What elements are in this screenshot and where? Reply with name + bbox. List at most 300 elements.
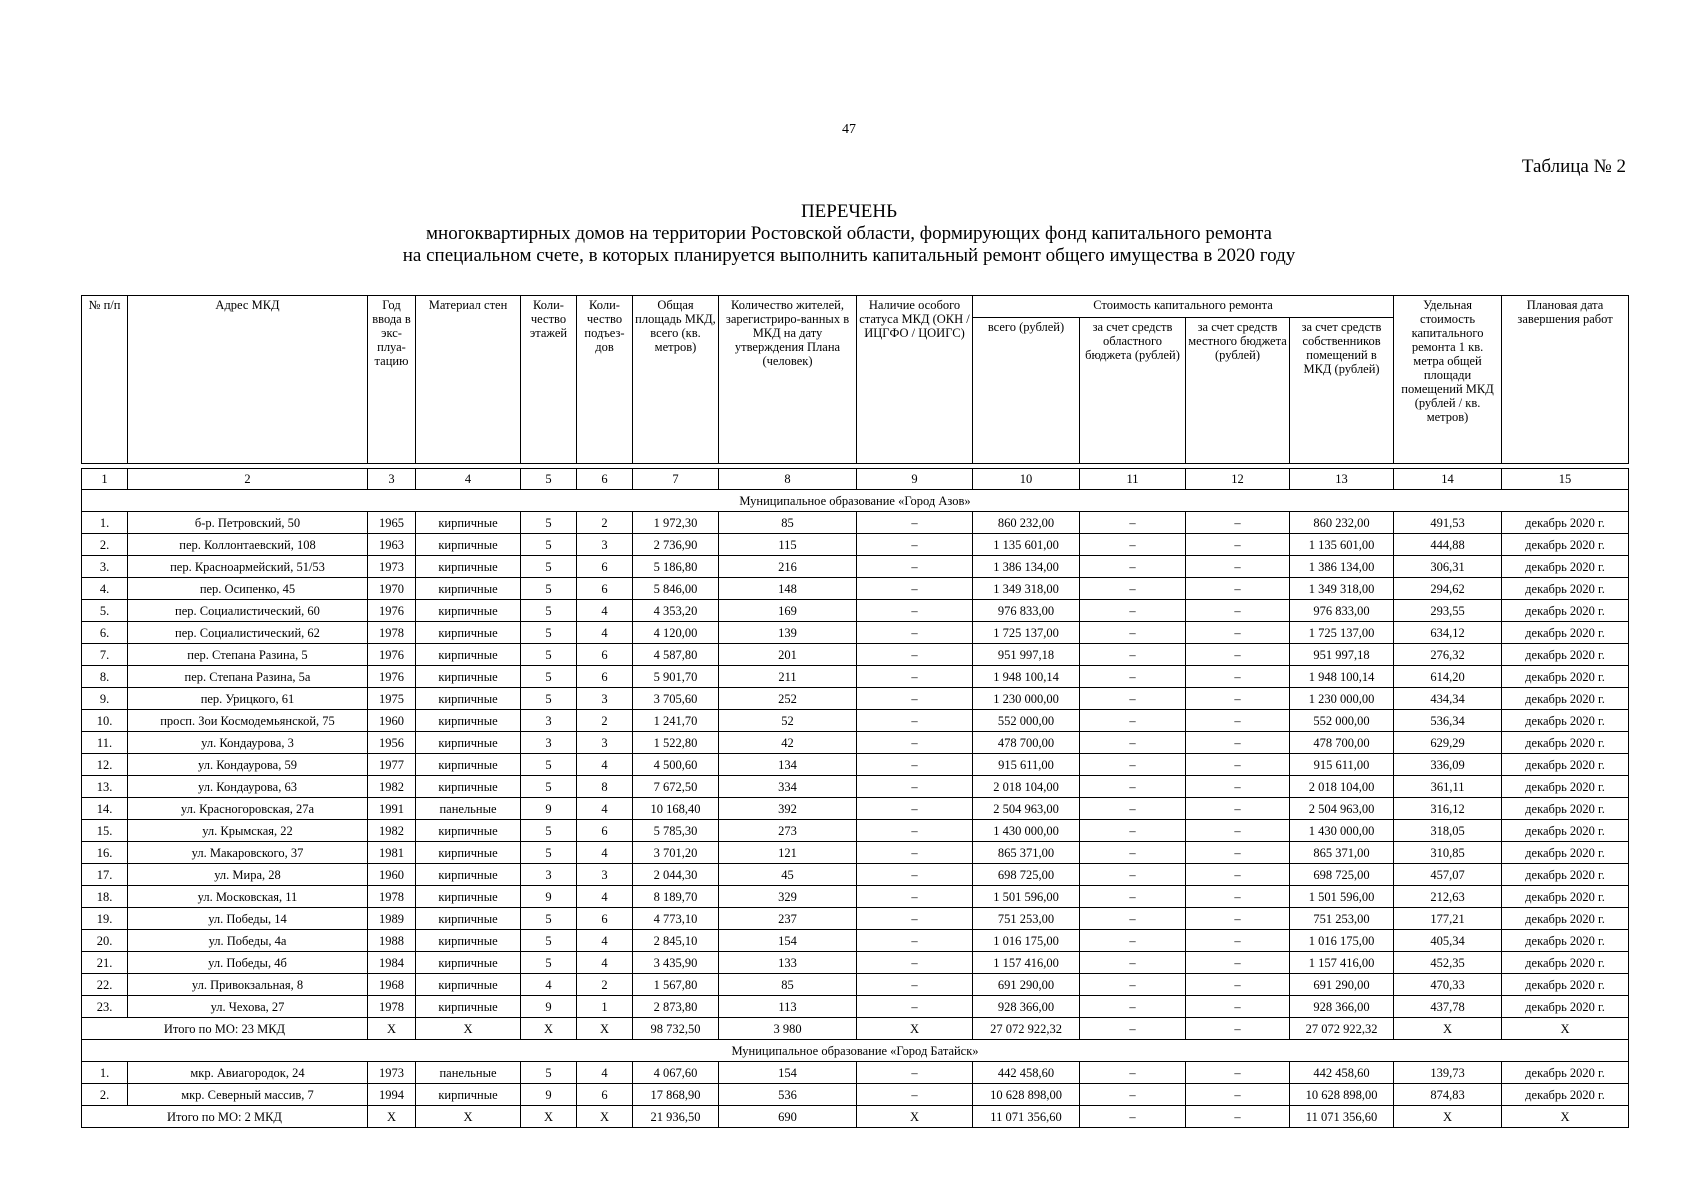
header-entrances: Коли-чество подъез-дов xyxy=(577,296,633,464)
table-cell: 552 000,00 xyxy=(1290,710,1394,732)
table-cell: 1 135 601,00 xyxy=(973,534,1080,556)
table-cell: – xyxy=(857,952,973,974)
table-cell: пер. Осипенко, 45 xyxy=(128,578,368,600)
table-cell: 20. xyxy=(82,930,128,952)
table-cell: 865 371,00 xyxy=(1290,842,1394,864)
table-cell: 3 xyxy=(577,864,633,886)
table-cell: 2 873,80 xyxy=(633,996,719,1018)
table-cell: 4 xyxy=(577,952,633,974)
table-cell: 5 901,70 xyxy=(633,666,719,688)
table-cell: 1 230 000,00 xyxy=(1290,688,1394,710)
table-cell: 1991 xyxy=(368,798,416,820)
table-cell: – xyxy=(1186,1084,1290,1106)
table-cell: кирпичные xyxy=(416,930,521,952)
table-row xyxy=(82,952,1629,974)
title-line-2: многоквартирных домов на территории Ростовской области, формирующих фонд капитального ремонта xyxy=(426,223,1272,244)
table-cell: – xyxy=(857,688,973,710)
table-cell: 16. xyxy=(82,842,128,864)
table-cell: 4 067,60 xyxy=(633,1062,719,1084)
total-cell: X xyxy=(857,1106,973,1128)
table-cell: 9 xyxy=(521,886,577,908)
table-cell: кирпичные xyxy=(416,688,521,710)
header-area: Общая площадь МКД, всего (кв. метров) xyxy=(633,296,719,464)
table-cell: – xyxy=(857,996,973,1018)
table-cell: – xyxy=(1080,908,1186,930)
table-cell: 860 232,00 xyxy=(1290,512,1394,534)
table-cell: кирпичные xyxy=(416,1084,521,1106)
table-cell: пер. Степана Разина, 5а xyxy=(128,666,368,688)
table-cell: 45 xyxy=(719,864,857,886)
column-number: 14 xyxy=(1394,469,1502,490)
table-cell: – xyxy=(1186,622,1290,644)
header-date: Плановая дата завершения работ xyxy=(1502,296,1629,464)
table-row xyxy=(82,930,1629,952)
table-cell: пер. Красноармейский, 51/53 xyxy=(128,556,368,578)
table-cell: 5 xyxy=(521,512,577,534)
table-cell: мкр. Северный массив, 7 xyxy=(128,1084,368,1106)
table-cell: 536 xyxy=(719,1084,857,1106)
table-row xyxy=(82,886,1629,908)
table-cell: 9 xyxy=(521,1084,577,1106)
table-cell: пер. Социалистический, 60 xyxy=(128,600,368,622)
table-cell: – xyxy=(857,754,973,776)
table-cell: 1 386 134,00 xyxy=(1290,556,1394,578)
table-cell: 23. xyxy=(82,996,128,1018)
table-cell: 478 700,00 xyxy=(973,732,1080,754)
table-cell: 5 xyxy=(521,556,577,578)
table-cell: 177,21 xyxy=(1394,908,1502,930)
total-cell: X xyxy=(1394,1018,1502,1040)
table-cell: 8. xyxy=(82,666,128,688)
table-cell: пер. Социалистический, 62 xyxy=(128,622,368,644)
table-cell: – xyxy=(1080,710,1186,732)
table-cell: 751 253,00 xyxy=(973,908,1080,930)
table-row xyxy=(82,732,1629,754)
table-cell: 928 366,00 xyxy=(973,996,1080,1018)
table-cell: 10. xyxy=(82,710,128,732)
table-cell: – xyxy=(1186,1062,1290,1084)
table-cell: 139 xyxy=(719,622,857,644)
table-cell: 13. xyxy=(82,776,128,798)
table-cell: – xyxy=(857,556,973,578)
column-number: 1 xyxy=(82,469,128,490)
table-cell: 444,88 xyxy=(1394,534,1502,556)
total-cell: X xyxy=(857,1018,973,1040)
total-cell: X xyxy=(416,1106,521,1128)
column-number: 10 xyxy=(973,469,1080,490)
total-cell: X xyxy=(416,1018,521,1040)
table-cell: – xyxy=(857,600,973,622)
table-cell: просп. Зои Космодемьянской, 75 xyxy=(128,710,368,732)
table-cell: 5 846,00 xyxy=(633,578,719,600)
table-cell: 1 522,80 xyxy=(633,732,719,754)
table-cell: – xyxy=(857,578,973,600)
table-cell: 4. xyxy=(82,578,128,600)
table-cell: 2 736,90 xyxy=(633,534,719,556)
column-number: 2 xyxy=(128,469,368,490)
table-cell: 491,53 xyxy=(1394,512,1502,534)
table-cell: – xyxy=(857,886,973,908)
table-cell: ул. Чехова, 27 xyxy=(128,996,368,1018)
table-cell: 3. xyxy=(82,556,128,578)
header-unit-cost: Удельная стоимость капитального ремонта 1 кв. метра общей площади помещений МКД (рублей / кв. метров) xyxy=(1394,296,1502,464)
table-cell: 6. xyxy=(82,622,128,644)
table-cell: 306,31 xyxy=(1394,556,1502,578)
table-row xyxy=(82,820,1629,842)
table-cell: декабрь 2020 г. xyxy=(1502,798,1629,820)
table-cell: 5 186,80 xyxy=(633,556,719,578)
column-number: 6 xyxy=(577,469,633,490)
table-cell: 4 500,60 xyxy=(633,754,719,776)
table-cell: – xyxy=(1080,556,1186,578)
table-cell: 17. xyxy=(82,864,128,886)
total-cell: 3 980 xyxy=(719,1018,857,1040)
table-cell: панельные xyxy=(416,1062,521,1084)
table-cell: – xyxy=(1186,842,1290,864)
table-cell: 3 705,60 xyxy=(633,688,719,710)
table-cell: – xyxy=(1080,666,1186,688)
table-cell: кирпичные xyxy=(416,776,521,798)
table-cell: 10 628 898,00 xyxy=(1290,1084,1394,1106)
table-cell: 405,34 xyxy=(1394,930,1502,952)
table-row xyxy=(82,776,1629,798)
table-cell: 1 157 416,00 xyxy=(1290,952,1394,974)
title-line-3: на специальном счете, в которых планируется выполнить капитальный ремонт общего имущества в 2020 году xyxy=(402,245,1296,266)
table-cell: декабрь 2020 г. xyxy=(1502,732,1629,754)
table-cell: 1976 xyxy=(368,644,416,666)
header-cost-local: за счет средств местного бюджета (рублей) xyxy=(1186,318,1290,464)
table-cell: – xyxy=(857,974,973,996)
table-cell: 252 xyxy=(719,688,857,710)
table-cell: – xyxy=(1080,578,1186,600)
table-cell: 2. xyxy=(82,1084,128,1106)
table-cell: 5 xyxy=(521,754,577,776)
table-cell: 5 xyxy=(521,1062,577,1084)
table-cell: – xyxy=(1080,974,1186,996)
total-cell: X xyxy=(1502,1018,1629,1040)
table-cell: – xyxy=(1186,798,1290,820)
table-cell: – xyxy=(857,710,973,732)
total-row xyxy=(82,1106,1629,1128)
table-cell: декабрь 2020 г. xyxy=(1502,1084,1629,1106)
table-cell: 310,85 xyxy=(1394,842,1502,864)
table-cell: кирпичные xyxy=(416,578,521,600)
total-row xyxy=(82,1018,1629,1040)
table-cell: 115 xyxy=(719,534,857,556)
table-cell: 5 xyxy=(521,820,577,842)
table-cell: кирпичные xyxy=(416,754,521,776)
table-cell: 1 016 175,00 xyxy=(973,930,1080,952)
table-cell: 316,12 xyxy=(1394,798,1502,820)
header-status: Наличие особого статуса МКД (ОКН / ИЦГФО / ЦОИГС) xyxy=(857,296,973,464)
table-cell: – xyxy=(857,644,973,666)
table-cell: – xyxy=(1186,666,1290,688)
table-cell: – xyxy=(1080,1084,1186,1106)
table-row xyxy=(82,710,1629,732)
table-row xyxy=(82,512,1629,534)
table-cell: 1978 xyxy=(368,996,416,1018)
table-cell: – xyxy=(1186,534,1290,556)
table-cell: 85 xyxy=(719,512,857,534)
table-cell: 273 xyxy=(719,820,857,842)
table-cell: – xyxy=(857,908,973,930)
table-row xyxy=(82,666,1629,688)
table-cell: – xyxy=(1080,842,1186,864)
table-cell: 4 xyxy=(577,622,633,644)
table-cell: 1 948 100,14 xyxy=(973,666,1080,688)
table-cell: 629,29 xyxy=(1394,732,1502,754)
table-cell: 1976 xyxy=(368,600,416,622)
table-row xyxy=(82,842,1629,864)
table-cell: 1994 xyxy=(368,1084,416,1106)
table-cell: 4 773,10 xyxy=(633,908,719,930)
table-cell: кирпичные xyxy=(416,952,521,974)
table-row xyxy=(82,974,1629,996)
table-cell: 452,35 xyxy=(1394,952,1502,974)
table-cell: 1 016 175,00 xyxy=(1290,930,1394,952)
table-cell: кирпичные xyxy=(416,974,521,996)
table-cell: – xyxy=(1080,864,1186,886)
table-label: Таблица № 2 xyxy=(1521,156,1626,177)
table-cell: – xyxy=(1186,820,1290,842)
table-cell: кирпичные xyxy=(416,996,521,1018)
table-row xyxy=(82,600,1629,622)
header-residents: Количество жителей, зарегистриро-ванных в МКД на дату утверждения Плана (человек) xyxy=(719,296,857,464)
table-row xyxy=(82,908,1629,930)
table-cell: – xyxy=(1186,512,1290,534)
table-cell: 4 587,80 xyxy=(633,644,719,666)
table-cell: 8 189,70 xyxy=(633,886,719,908)
table-cell: 6 xyxy=(577,578,633,600)
total-cell: X xyxy=(521,1018,577,1040)
table-cell: – xyxy=(1080,644,1186,666)
table-cell: 361,11 xyxy=(1394,776,1502,798)
table-cell: – xyxy=(1080,688,1186,710)
table-cell: ул. Красногоровская, 27а xyxy=(128,798,368,820)
table-cell: 318,05 xyxy=(1394,820,1502,842)
table-cell: 6 xyxy=(577,1084,633,1106)
table-cell: 1 501 596,00 xyxy=(1290,886,1394,908)
table-cell: 3 xyxy=(577,732,633,754)
table-cell: кирпичные xyxy=(416,666,521,688)
table-cell: декабрь 2020 г. xyxy=(1502,556,1629,578)
table-cell: 133 xyxy=(719,952,857,974)
table-cell: – xyxy=(857,820,973,842)
table-cell: – xyxy=(1186,688,1290,710)
table-cell: кирпичные xyxy=(416,512,521,534)
table-cell: 4 xyxy=(577,886,633,908)
table-cell: 11. xyxy=(82,732,128,754)
table-cell: 874,83 xyxy=(1394,1084,1502,1106)
table-cell: кирпичные xyxy=(416,600,521,622)
table-cell: 4 xyxy=(577,754,633,776)
table-cell: декабрь 2020 г. xyxy=(1502,754,1629,776)
table-cell: 3 xyxy=(577,534,633,556)
table-cell: – xyxy=(1080,886,1186,908)
table-cell: 614,20 xyxy=(1394,666,1502,688)
table-cell: – xyxy=(857,930,973,952)
table-cell: – xyxy=(1186,952,1290,974)
table-cell: 1970 xyxy=(368,578,416,600)
table-cell: ул. Привокзальная, 8 xyxy=(128,974,368,996)
table-cell: – xyxy=(1186,996,1290,1018)
table-cell: кирпичные xyxy=(416,710,521,732)
municipality-name: Муниципальное образование «Город Батайск» xyxy=(82,1040,1629,1062)
table-cell: 4 xyxy=(577,930,633,952)
table-cell: декабрь 2020 г. xyxy=(1502,930,1629,952)
table-cell: декабрь 2020 г. xyxy=(1502,578,1629,600)
table-cell: – xyxy=(1186,930,1290,952)
table-cell: – xyxy=(1080,820,1186,842)
table-cell: кирпичные xyxy=(416,556,521,578)
table-cell: кирпичные xyxy=(416,644,521,666)
table-cell: декабрь 2020 г. xyxy=(1502,842,1629,864)
table-cell: – xyxy=(1186,578,1290,600)
total-cell: X xyxy=(521,1106,577,1128)
table-cell: 2 845,10 xyxy=(633,930,719,952)
table-cell: ул. Московская, 11 xyxy=(128,886,368,908)
table-cell: – xyxy=(1186,754,1290,776)
total-cell: X xyxy=(577,1106,633,1128)
table-cell: 3 435,90 xyxy=(633,952,719,974)
table-cell: мкр. Авиагородок, 24 xyxy=(128,1062,368,1084)
table-cell: 698 725,00 xyxy=(973,864,1080,886)
table-cell: 134 xyxy=(719,754,857,776)
table-cell: 5 xyxy=(521,578,577,600)
table-cell: 4 xyxy=(577,842,633,864)
total-cell: 11 071 356,60 xyxy=(1290,1106,1394,1128)
column-number: 13 xyxy=(1290,469,1394,490)
table-cell: ул. Победы, 4а xyxy=(128,930,368,952)
table-cell: 3 xyxy=(577,688,633,710)
table-cell: 1 230 000,00 xyxy=(973,688,1080,710)
total-cell: X xyxy=(1394,1106,1502,1128)
total-cell: 21 936,50 xyxy=(633,1106,719,1128)
total-label: Итого по МО: 2 МКД xyxy=(82,1106,368,1128)
table-cell: 751 253,00 xyxy=(1290,908,1394,930)
table-cell: – xyxy=(1080,622,1186,644)
table-cell: 19. xyxy=(82,908,128,930)
table-cell: 2 xyxy=(577,512,633,534)
table-cell: 437,78 xyxy=(1394,996,1502,1018)
table-cell: – xyxy=(1080,930,1186,952)
table-cell: – xyxy=(857,776,973,798)
table-cell: 5. xyxy=(82,600,128,622)
table-cell: 1 135 601,00 xyxy=(1290,534,1394,556)
table-cell: 336,09 xyxy=(1394,754,1502,776)
table-row xyxy=(82,622,1629,644)
total-cell: X xyxy=(577,1018,633,1040)
table-cell: декабрь 2020 г. xyxy=(1502,996,1629,1018)
table-cell: 334 xyxy=(719,776,857,798)
table-cell: – xyxy=(857,512,973,534)
table-cell: 5 xyxy=(521,842,577,864)
table-cell: декабрь 2020 г. xyxy=(1502,820,1629,842)
table-cell: 6 xyxy=(577,666,633,688)
table-row xyxy=(82,1062,1629,1084)
table-cell: 294,62 xyxy=(1394,578,1502,600)
table-cell: 1988 xyxy=(368,930,416,952)
table-cell: 4 xyxy=(521,974,577,996)
table-cell: декабрь 2020 г. xyxy=(1502,534,1629,556)
table-cell: 1960 xyxy=(368,710,416,732)
table-cell: 8 xyxy=(577,776,633,798)
table-cell: 634,12 xyxy=(1394,622,1502,644)
table-cell: 18. xyxy=(82,886,128,908)
column-number: 12 xyxy=(1186,469,1290,490)
table-cell: декабрь 2020 г. xyxy=(1502,600,1629,622)
table-cell: декабрь 2020 г. xyxy=(1502,666,1629,688)
table-cell: 4 353,20 xyxy=(633,600,719,622)
table-cell: кирпичные xyxy=(416,732,521,754)
table-cell: – xyxy=(1080,952,1186,974)
table-cell: 21. xyxy=(82,952,128,974)
table-cell: ул. Кондаурова, 59 xyxy=(128,754,368,776)
table-cell: – xyxy=(857,666,973,688)
table-cell: 5 xyxy=(521,600,577,622)
table-cell: 1 972,30 xyxy=(633,512,719,534)
table-cell: – xyxy=(1186,732,1290,754)
table-cell: декабрь 2020 г. xyxy=(1502,512,1629,534)
table-cell: 915 611,00 xyxy=(973,754,1080,776)
table-cell: пер. Степана Разина, 5 xyxy=(128,644,368,666)
table-cell: – xyxy=(1186,556,1290,578)
table-cell: 6 xyxy=(577,556,633,578)
document-title xyxy=(0,201,1698,267)
municipality-row xyxy=(82,490,1629,512)
table-cell: 1 725 137,00 xyxy=(1290,622,1394,644)
table-row xyxy=(82,688,1629,710)
table-cell: 139,73 xyxy=(1394,1062,1502,1084)
table-cell: 12. xyxy=(82,754,128,776)
column-number: 9 xyxy=(857,469,973,490)
table-cell: 14. xyxy=(82,798,128,820)
table-cell: 1975 xyxy=(368,688,416,710)
table-cell: панельные xyxy=(416,798,521,820)
table-cell: 457,07 xyxy=(1394,864,1502,886)
table-cell: кирпичные xyxy=(416,622,521,644)
table-cell: ул. Победы, 14 xyxy=(128,908,368,930)
table-cell: 1978 xyxy=(368,886,416,908)
table-cell: 5 xyxy=(521,952,577,974)
table-cell: – xyxy=(1186,886,1290,908)
table-cell: 7. xyxy=(82,644,128,666)
table-cell: 1960 xyxy=(368,864,416,886)
header-cost-group: Стоимость капитального ремонта xyxy=(973,296,1394,318)
table-cell: 552 000,00 xyxy=(973,710,1080,732)
table-cell: 1 725 137,00 xyxy=(973,622,1080,644)
table-cell: декабрь 2020 г. xyxy=(1502,710,1629,732)
table-cell: – xyxy=(1080,776,1186,798)
table-cell: 1 349 318,00 xyxy=(1290,578,1394,600)
table-cell: декабрь 2020 г. xyxy=(1502,886,1629,908)
table-cell: 1973 xyxy=(368,1062,416,1084)
table-cell: 2 xyxy=(577,974,633,996)
header-material: Материал стен xyxy=(416,296,521,464)
table-cell: 1973 xyxy=(368,556,416,578)
table-cell: – xyxy=(857,1084,973,1106)
table-cell: 865 371,00 xyxy=(973,842,1080,864)
table-cell: 1977 xyxy=(368,754,416,776)
table-cell: 9. xyxy=(82,688,128,710)
table-cell: 2 xyxy=(577,710,633,732)
table-cell: 7 672,50 xyxy=(633,776,719,798)
table-cell: 951 997,18 xyxy=(973,644,1080,666)
table-cell: – xyxy=(1080,732,1186,754)
table-cell: 2 504 963,00 xyxy=(1290,798,1394,820)
table-cell: пер. Коллонтаевский, 108 xyxy=(128,534,368,556)
table-cell: 392 xyxy=(719,798,857,820)
